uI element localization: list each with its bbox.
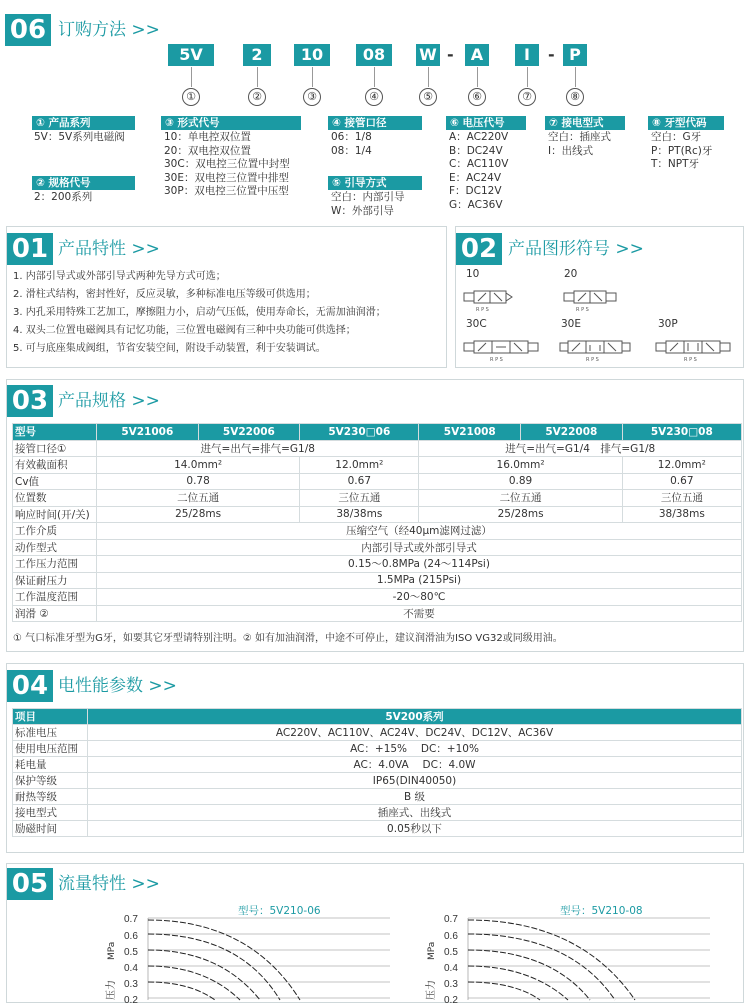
tick-label: 0.5	[124, 947, 138, 958]
tick-label: 0.3	[444, 979, 458, 990]
group-voltage-head: ⑥ 电压代号	[446, 116, 526, 130]
feature-item: 2. 滑柱式结构，密封性好，反应灵敏，多种标准电压等级可供选用；	[13, 289, 316, 300]
table-row: 工作介质 压缩空气（经40μm滤网过滤）	[13, 523, 742, 540]
section-title-electrical: 电性能参数 >>	[58, 676, 177, 696]
symbol-label-10: 10	[466, 268, 480, 280]
group-series-head: ① 产品系列	[32, 116, 135, 130]
section-number-06: 06	[5, 14, 51, 46]
table-row: 标准电压 AC220V、AC110V、AC24V、DC24V、DC12V、AC36V	[13, 725, 742, 741]
index-5: ⑤	[419, 88, 437, 106]
axis-label: 压力	[426, 980, 437, 1000]
table-row: 工作压力范围 0.15～0.8MPa (24～114Psi)	[13, 556, 742, 573]
table-row: 耗电量 AC：4.0VA DC：4.0W	[13, 757, 742, 773]
code-dash: -	[548, 45, 555, 64]
table-row: 工作温度范围 -20～80℃	[13, 589, 742, 606]
group-port-lines: 06：1/8 08：1/4	[331, 131, 372, 157]
group-pilot-head: ⑤ 引导方式	[328, 176, 422, 190]
symbol-label-30c: 30C	[466, 318, 487, 330]
index-8: ⑧	[566, 88, 584, 106]
table-header-row: 项目 5V200系列	[13, 709, 742, 725]
index-1: ①	[182, 88, 200, 106]
code-dash: -	[447, 45, 454, 64]
tick-label: 0.6	[444, 931, 458, 942]
svg-text:R P S: R P S	[490, 357, 503, 363]
tick-label: 0.5	[444, 947, 458, 958]
valve-symbol-30c	[460, 333, 550, 363]
svg-text:R P S: R P S	[576, 307, 589, 313]
tick-label: 0.4	[124, 963, 138, 974]
section-title-spec: 产品规格 >>	[58, 391, 160, 411]
symbol-label-20: 20	[564, 268, 578, 280]
tick-label: 0.7	[444, 914, 458, 925]
group-connection-head: ⑦ 接电型式	[545, 116, 625, 130]
valve-symbol-10	[460, 283, 520, 313]
valve-symbol-20	[560, 283, 620, 313]
index-2: ②	[248, 88, 266, 106]
group-connection-lines: 空白：插座式 I：出线式	[548, 131, 611, 157]
tick-label: 0.3	[124, 979, 138, 990]
group-form-head: ③ 形式代号	[161, 116, 301, 130]
valve-symbol-30p	[656, 333, 742, 363]
section-title-ordering: 订购方法 >>	[58, 20, 160, 40]
group-voltage-lines: A：AC220V B：DC24V C：AC110V E：AC24V F：DC12V G：AC36V	[449, 131, 509, 211]
tick-label: 0.6	[124, 931, 138, 942]
tick-label: 0.2	[124, 995, 138, 1003]
table-row: 耐热等级 B 级	[13, 789, 742, 805]
table-row: 保护等级 IP65(DIN40050)	[13, 773, 742, 789]
axis-label: 压力	[106, 980, 117, 1000]
table-row: 使用电压范围 AC：+15% DC：+10%	[13, 741, 742, 757]
code-series: 5V	[168, 44, 214, 66]
feature-item: 3. 内孔采用特殊工艺加工，摩擦阻力小，启动气压低，使用寿命长，无需加油润滑；	[13, 307, 386, 318]
symbol-label-30p: 30P	[658, 318, 678, 330]
tick-label: 0.7	[124, 914, 138, 925]
section-title-symbols: 产品图形符号 >>	[508, 239, 644, 259]
tick-label: 0.4	[444, 963, 458, 974]
code-form: 10	[294, 44, 330, 66]
feature-item: 4. 双头二位置电磁阀具有记忆功能，三位置电磁阀有三种中央功能可供选择；	[13, 325, 356, 336]
table-row: 励磁时间 0.05秒以下	[13, 821, 742, 837]
group-thread-head: ⑧ 牙型代码	[648, 116, 724, 130]
symbol-label-30e: 30E	[561, 318, 581, 330]
code-spec: 2	[243, 44, 271, 66]
group-port-head: ④ 接管口径	[328, 116, 422, 130]
table-row: 保证耐压力 1.5MPa (215Psi)	[13, 572, 742, 589]
index-7: ⑦	[518, 88, 536, 106]
group-series-line: 5V：5V系列电磁阀	[34, 131, 125, 143]
section-number-04: 04	[7, 670, 53, 702]
flow-chart-2	[420, 912, 720, 1003]
group-pilot-lines: 空白：内部引导 W：外部引导	[331, 191, 405, 217]
unit-label: MPa	[107, 941, 117, 960]
svg-text:R P S: R P S	[684, 357, 697, 363]
section-title-features: 产品特性 >>	[58, 239, 160, 259]
electrical-table	[12, 708, 742, 837]
table-row: 接电型式 插座式、出线式	[13, 805, 742, 821]
svg-text:R P S: R P S	[586, 357, 599, 363]
section-number-05: 05	[7, 868, 53, 900]
group-spec-head: ② 规格代号	[32, 176, 135, 190]
chart-title-1: 型号：5V210-06	[238, 905, 321, 917]
group-thread-lines: 空白：G牙 P：PT(Rc)牙 T：NPT牙	[651, 131, 713, 170]
index-4: ④	[365, 88, 383, 106]
chart-title-2: 型号：5V210-08	[560, 905, 643, 917]
code-pilot: W	[416, 44, 440, 66]
spec-note: ① 气口标准牙型为G牙，如要其它牙型请特别注明。② 如有加油润滑，中途不可停止，建议润滑油为ISO VG32或同级用油。	[13, 633, 563, 644]
feature-item: 1. 内部引导式或外部引导式两种先导方式可选；	[13, 271, 226, 282]
table-row: Cv值 0.78 0.67 0.89 0.67	[13, 473, 742, 490]
group-spec-line: 2：200系列	[34, 191, 93, 203]
unit-label: MPa	[427, 941, 437, 960]
index-3: ③	[303, 88, 321, 106]
table-row: 润滑 ② 不需要	[13, 605, 742, 622]
table-header-row: 型号 5V21006 5V22006 5V230□06 5V21008 5V22008 5V230□08	[13, 424, 742, 441]
section-title-flow: 流量特性 >>	[58, 874, 160, 894]
spec-table	[12, 423, 742, 622]
table-row: 响应时间(开/关) 25/28ms 38/38ms 25/28ms 38/38ms	[13, 506, 742, 523]
section-number-02: 02	[456, 233, 502, 265]
index-6: ⑥	[468, 88, 486, 106]
tick-label: 0.2	[444, 995, 458, 1003]
group-form-lines: 10：单电控双位置 20：双电控双位置 30C：双电控三位置中封型 30E：双电控三位置中排型 30P：双电控三位置中压型	[164, 131, 290, 197]
code-connection: I	[515, 44, 539, 66]
table-row: 接管口径① 进气=出气=排气=G1/8 进气=出气=G1/4 排气=G1/8	[13, 440, 742, 457]
svg-text:R P S: R P S	[476, 307, 489, 313]
feature-item: 5. 可与底座集成阀组，节省安装空间，附设手动装置，利于安装调试。	[13, 343, 326, 354]
code-voltage: A	[465, 44, 489, 66]
table-row: 动作型式 内部引导式或外部引导式	[13, 539, 742, 556]
section-number-01: 01	[7, 233, 53, 265]
section-number-03: 03	[7, 385, 53, 417]
flow-chart-1	[100, 912, 400, 1003]
valve-symbol-30e	[560, 333, 650, 363]
table-row: 位置数 二位五通 三位五通 二位五通 三位五通	[13, 490, 742, 507]
code-thread: P	[563, 44, 587, 66]
table-row: 有效截面积 14.0mm² 12.0mm² 16.0mm² 12.0mm²	[13, 457, 742, 474]
code-port: 08	[356, 44, 392, 66]
